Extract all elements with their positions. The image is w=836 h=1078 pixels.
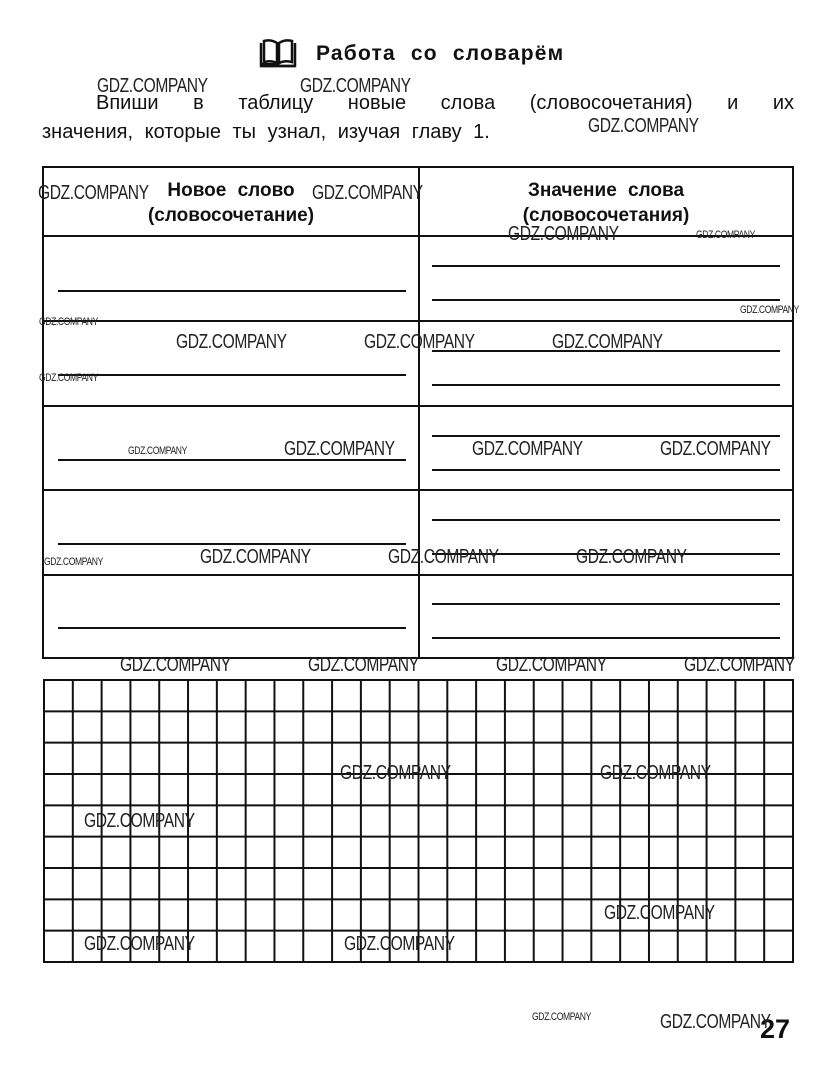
meaning-writing-line[interactable]	[432, 519, 780, 521]
watermark: GDZ.COMPANY	[600, 762, 711, 784]
watermark: GDZ.COMPANY	[660, 1011, 771, 1033]
watermark: GDZ.COMPANY	[508, 223, 619, 245]
watermark: GDZ.COMPANY	[532, 1011, 591, 1023]
section-title	[258, 38, 564, 70]
new-word-writing-line[interactable]	[58, 543, 406, 545]
watermark: GDZ.COMPANY	[660, 438, 771, 460]
new-word-writing-line[interactable]	[58, 290, 406, 292]
instruction-line-2: значения, которые ты узнал, изучая главу 1.	[42, 121, 490, 143]
watermark: GDZ.COMPANY	[97, 75, 208, 97]
watermark: GDZ.COMPANY	[472, 438, 583, 460]
page-number: 27	[760, 1014, 791, 1044]
watermark: GDZ.COMPANY	[308, 654, 419, 676]
header-meaning-line2: (словосочетания)	[522, 204, 690, 226]
watermark: GDZ.COMPANY	[696, 229, 755, 241]
meaning-writing-line[interactable]	[432, 299, 780, 301]
watermark: GDZ.COMPANY	[120, 654, 231, 676]
row-divider	[44, 489, 792, 491]
watermark: GDZ.COMPANY	[552, 331, 663, 353]
watermark: GDZ.COMPANY	[84, 810, 195, 832]
meaning-writing-line[interactable]	[432, 637, 780, 639]
meaning-writing-line[interactable]	[432, 469, 780, 471]
meaning-writing-line[interactable]	[432, 435, 780, 437]
watermark: GDZ.COMPANY	[388, 546, 499, 568]
watermark: GDZ.COMPANY	[44, 556, 103, 568]
watermark: GDZ.COMPANY	[588, 115, 699, 137]
watermark: GDZ.COMPANY	[200, 546, 311, 568]
row-divider	[44, 320, 792, 322]
watermark: GDZ.COMPANY	[604, 902, 715, 924]
column-divider	[418, 168, 420, 657]
watermark: GDZ.COMPANY	[39, 316, 98, 328]
row-divider	[44, 405, 792, 407]
watermark: GDZ.COMPANY	[128, 445, 187, 457]
instruction-line-1: Впиши в таблицу новые слова (словосочетания) и их	[96, 92, 794, 114]
new-word-writing-line[interactable]	[58, 627, 406, 629]
watermark: GDZ.COMPANY	[300, 75, 411, 97]
watermark: GDZ.COMPANY	[684, 654, 795, 676]
watermark: GDZ.COMPANY	[284, 438, 395, 460]
watermark: GDZ.COMPANY	[38, 182, 149, 204]
header-new-word-line2: (словосочетание)	[147, 204, 315, 226]
new-word-writing-line[interactable]	[58, 374, 406, 376]
header-new-word-line1: Новое слово	[167, 179, 295, 201]
watermark: GDZ.COMPANY	[576, 546, 687, 568]
watermark: GDZ.COMPANY	[84, 933, 195, 955]
meaning-writing-line[interactable]	[432, 603, 780, 605]
watermark: GDZ.COMPANY	[364, 331, 475, 353]
watermark: GDZ.COMPANY	[39, 372, 98, 384]
watermark: GDZ.COMPANY	[312, 182, 423, 204]
watermark: GDZ.COMPANY	[344, 933, 455, 955]
book-icon	[258, 39, 298, 69]
vocabulary-table	[42, 166, 794, 659]
meaning-writing-line[interactable]	[432, 265, 780, 267]
watermark: GDZ.COMPANY	[740, 304, 799, 316]
watermark: GDZ.COMPANY	[340, 762, 451, 784]
row-divider	[44, 574, 792, 576]
meaning-writing-line[interactable]	[432, 384, 780, 386]
watermark: GDZ.COMPANY	[496, 654, 607, 676]
header-meaning-line1: Значение слова	[527, 179, 685, 201]
title-text: Работа со словарём	[316, 42, 565, 65]
watermark: GDZ.COMPANY	[176, 331, 287, 353]
